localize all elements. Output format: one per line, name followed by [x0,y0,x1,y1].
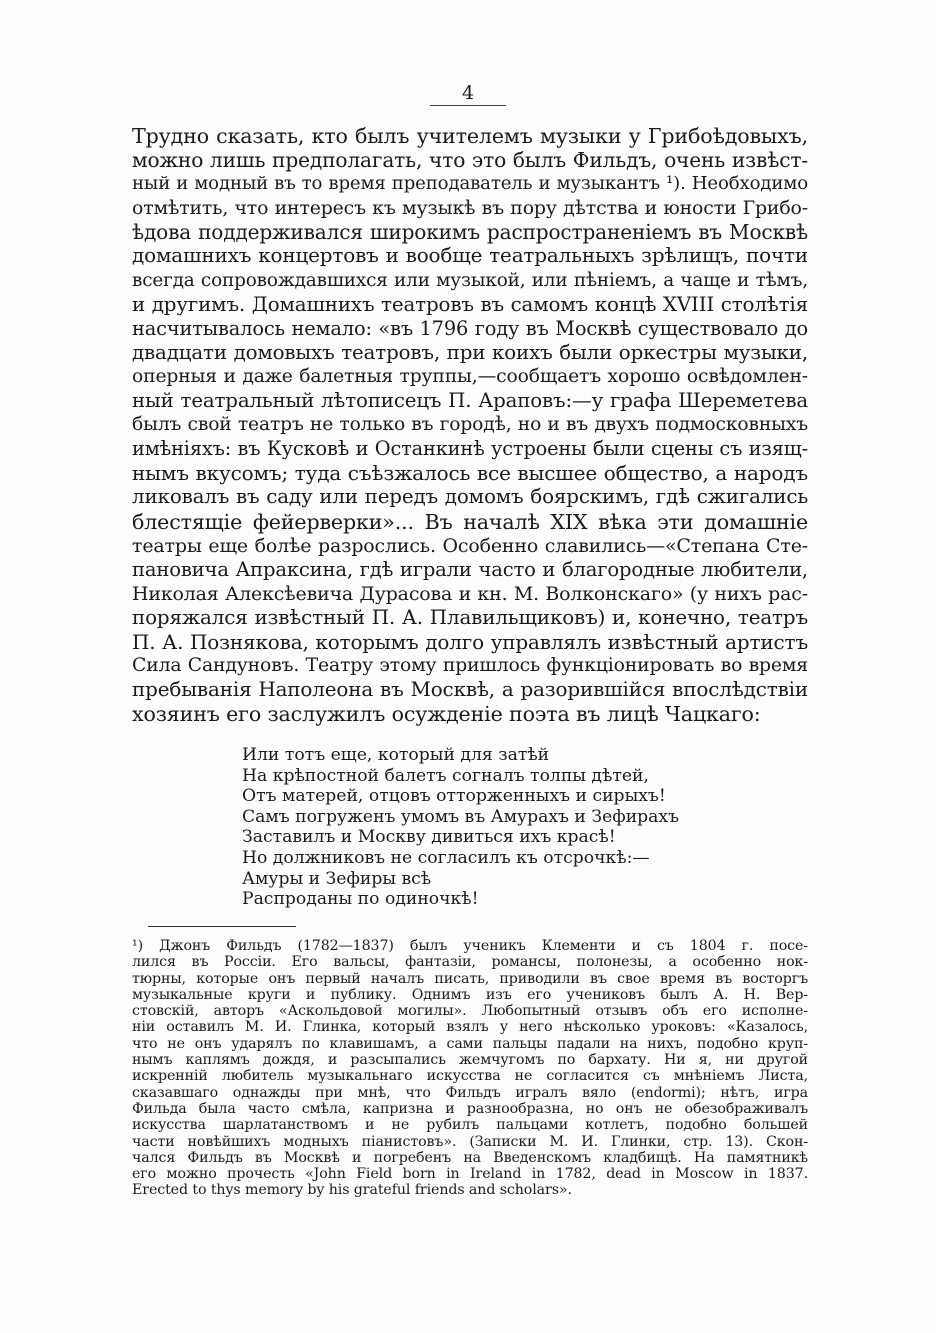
body-text-line: поряжался извѣстный П. А. Плавильщиковъ) и, конечно, театръ [132,605,808,629]
body-text-line: пановича Апраксина, гдѣ играли часто и благородные любители, [132,557,808,581]
body-text-line: блестящiе фейерверки»... Въ началѣ XIX вѣка эти домашнiе [132,509,808,534]
footnote-line: Erected to thys memory by his grateful friends and scholars». [132,1182,572,1199]
footnote-separator [148,926,296,928]
body-text-line: театры еще болѣе разрослись. Особенно славились—«Степана Сте- [132,534,808,557]
body-text-line: ный и модный въ то время преподаватель и музыкантъ ¹). Необходимо [132,173,808,195]
footnote [132,938,808,1199]
body-text-line: П. А. Познякова, которымъ долго управлялъ извѣстный артистъ [132,629,808,654]
page-number: 4 [461,82,475,104]
page-number-rule [430,105,506,107]
footnote-line: части новѣйшихъ модныхъ пiанистовъ». (Записки М. И. Глинки, стр. 13). Скон- [132,1133,808,1150]
verse-line: На крѣпостной балетъ согналъ толпы дѣтей, [242,765,649,786]
footnote-line: нiи оставилъ М. И. Глинка, который взялъ у него нѣсколько уроковъ: «Казалось, [132,1019,808,1036]
body-text-line: двадцати домовыхъ театровъ, при коихъ были оркестры музыки, [132,340,808,364]
body-text-line: и другимъ. Домашнихъ театровъ въ самомъ концѣ XVIII столѣтiя [132,292,808,316]
footnote-line: что не онъ ударялъ по клавишамъ, а сами пальцы падали на нихъ, подобно круп- [132,1035,808,1052]
footnote-line: ¹) Джонъ Фильдъ (1782—1837) былъ ученикъ Клементи и съ 1804 г. посе- [132,938,808,954]
verse-line: Или тотъ еще, который для затѣй [242,745,550,765]
body-text-line: нымъ вкусомъ; туда съѣзжалось все высшее общество, а народъ [132,461,808,486]
body-text-line: можно лишь предполагать, что это былъ Фильдъ, очень извѣст- [132,148,808,173]
footnote-line: Фильда была часто смѣла, капризна и разнообразна, но онъ не обезображивалъ [132,1100,808,1117]
body-text-line: имѣнiяхъ: въ Кусковѣ и Останкинѣ устроены были сцены съ изящ- [132,437,808,461]
verse-line: Отъ матерей, отцовъ отторженныхъ и сирыхъ! [242,786,666,807]
footnote-line: музыкальные круги и публику. Однимъ изъ его учениковъ былъ А. Н. Вер- [132,986,808,1003]
verse-line: Самъ погруженъ умомъ въ Амурахъ и Зефирахъ [242,806,680,827]
body-text-line: всегда сопровождавшихся или музыкой, или пѣнiемъ, а чаще и тѣмъ, [132,269,808,291]
footnote-line: тюрны, которые онъ первый началъ писать, приводили въ свое время въ восторгъ [132,970,808,987]
footnote-line: искусства шарлатанствомъ и не рубилъ пальцами котлетъ, подобно большей [132,1117,808,1134]
verse-line: Распроданы по одиночкѣ! [242,889,479,910]
footnote-line: нымъ каплямъ дождя, и разсыпались жемчугомъ по бархату. Ни я, ни другой [132,1052,808,1069]
footnote-line: лился въ Россiи. Его вальсы, фантазiи, романсы, полонезы, а особенно нок- [132,954,808,971]
body-text-line: Трудно сказать, кто былъ учителемъ музыки у Грибоѣдовыхъ, [132,124,808,148]
verse-quotation [242,745,679,910]
footnote-line: сказавшаго однажды при мнѣ, что Фильдъ игралъ вяло (endormi); нѣтъ, игра [132,1084,808,1101]
body-text-line: оперныя и даже балетныя труппы,—сообщаетъ хорошо освѣдомлен- [132,365,808,387]
body-text-line: домашнихъ концертовъ и вообще театральныхъ зрѣлищъ, почти [132,244,808,268]
body-text-line: хозяинъ его заслужилъ осужденiе поэта въ лицѣ Чацкаго: [132,702,761,727]
body-text-line: Сила Сандуновъ. Театру этому пришлось функцiонировать во время [132,655,808,677]
body-text-line: Николая Алексѣевича Дурасова и кн. М. Волконскаго» (у нихъ рас- [132,582,808,605]
body-text-line: ный театральный лѣтописецъ П. Араповъ:—у графа Шереметева [132,389,808,413]
main-paragraph [132,124,808,726]
footnote-line: чался Фильдъ въ Москвѣ и погребенъ на Введенскомъ кладбищѣ. На памятникѣ [132,1149,808,1166]
body-text-line: пребыванiя Наполеона въ Москвѣ, а разорившiйся впослѣдствiи [132,678,808,702]
verse-line: Заставилъ и Москву дивиться ихъ красѣ! [242,827,616,848]
body-text-line: ѣдова поддерживался широкимъ распространенiемъ въ Москвѣ [132,220,808,245]
verse-line: Амуры и Зефиры всѣ [242,868,432,889]
body-text-line: былъ свой театръ не только въ городѣ, но и въ двухъ подмосковныхъ [132,414,808,436]
verse-line: Но должниковъ не согласилъ къ отсрочкѣ:— [242,847,650,868]
body-text-line: ликовалъ въ саду или передъ домомъ боярскимъ, гдѣ сжигались [132,485,808,509]
footnote-line: стовскiй, авторъ «Аскольдовой могилы». Любопытный отзывъ объ его исполне- [132,1003,808,1020]
body-text-line: отмѣтить, что интересъ къ музыкѣ въ пору дѣтства и юности Грибо- [132,197,808,220]
footnote-line: его можно прочесть «John Field born in Ireland in 1782, dead in Moscow in 1837. [132,1166,808,1183]
footnote-line: искреннiй любитель музыкальнаго искусства не согласится съ мнѣнiемъ Листа, [132,1068,808,1085]
body-text-line: насчитывалось немало: «въ 1796 году въ Москвѣ существовало до [132,316,808,340]
